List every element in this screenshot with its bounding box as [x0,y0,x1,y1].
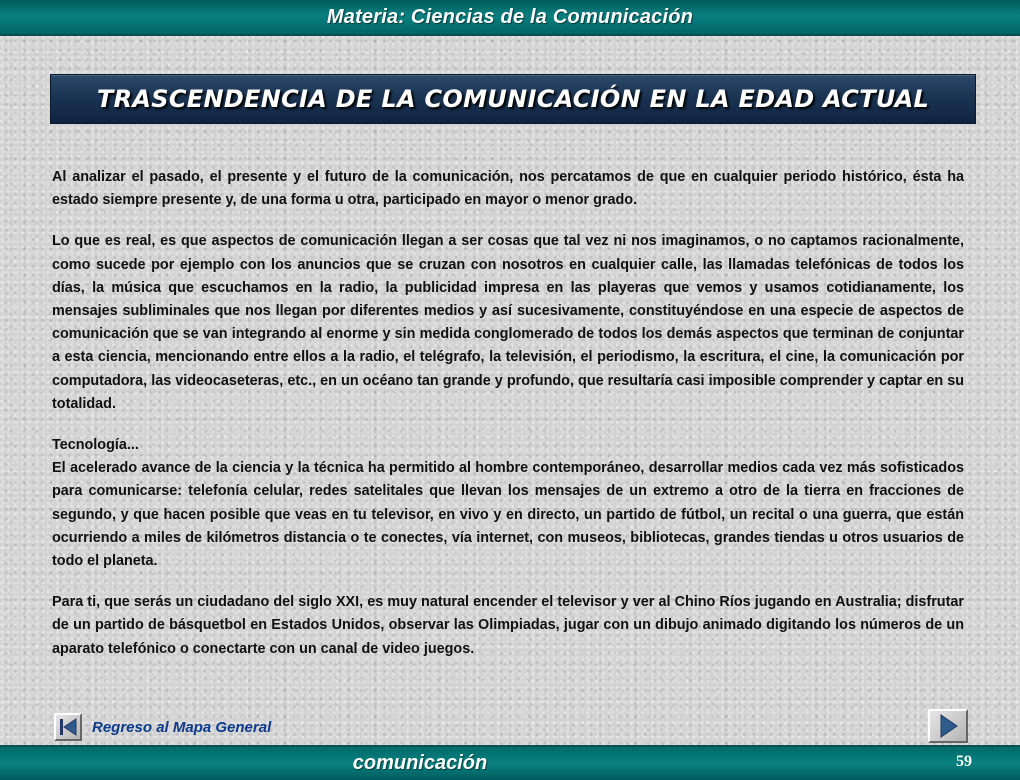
technology-subheading: Tecnología... [52,437,139,454]
footer-bar [0,745,1020,780]
page-title: TRASCENDENCIA DE LA COMUNICACIÓN EN LA EDAD ACTUAL [96,85,930,113]
subject-title: Materia: Ciencias de la Comunicación [326,6,694,28]
page-number: 59 [956,753,972,770]
title-banner [50,74,976,124]
paragraph-aspects: Lo que es real, es que aspectos de comunicación llegan a ser cosas que tal vez ni nos imaginamos, o no captamos racionalmente, como sucede por ejemplo con los anuncios que se cruzan con nosotros en cualquier calle, las llamadas telefónicas de todos los días, la música que escuchamos en la radio, la publicidad impresa en las playeras que vemos y usamos cotidianamente, los mensajes subliminales que nos llegan por diferentes medios y así sucesivamente, constituyéndose en una especie de aspectos de comunicación que se van integrando al enorme y sin medida conglomerado de todos los demás aspectos que terminan de conjuntar a esta ciencia, mencionando entre ellos a la radio, el telégrafo, la televisión, el periodismo, la escritura, el cine, la comunicación por computadora, las videocaseteras, etc., en un océano tan grande y profundo, que resultaría casi imposible comprender y captar en su totalidad. [52,233,964,412]
main-content [52,166,964,679]
back-to-start-button[interactable] [54,713,82,741]
paragraph-technology: El acelerado avance de la ciencia y la técnica ha permitido al hombre contemporáneo, desarrollar medios cada vez más sofisticados para comunicarse: telefonía celular, redes satelitales que llevan los mensajes de un extremo a otro de la tierra en fracciones de segundo, y que hacen posible que veas en tu televisor, en vivo y en directo, un partido de fútbol, un recital o una guerra, que están ocurriendo a miles de kilómetros distancia o te conectes, vía internet, con museos, bibliotecas, grandes tiendas u otros usuarios de todo el planeta. [52,460,964,570]
paragraph-intro: Al analizar el pasado, el presente y el futuro de la comunicación, nos percatamos de que en cualquier periodo histórico, ésta ha estado siempre presente y, de una forma u otra, participado en mayor o menor grado. [52,169,964,209]
skip-back-icon [56,715,80,739]
return-to-map-link[interactable]: Regreso al Mapa General [92,719,272,736]
paragraph-21st-century: Para ti, que serás un ciudadano del siglo XXI, es muy natural encender el televisor y ver al Chino Ríos jugando en Australia; disfrutar de un partido de básquetbol en Estados Unidos, observar las Olimpiadas, jugar con un dibujo animado digitando los números de un aparato telefónico o conectarte con un canal de video juegos. [52,594,964,657]
next-page-button[interactable] [928,709,968,743]
header-bar [0,0,1020,36]
play-next-icon [930,711,966,741]
footer-label: comunicación [352,752,488,774]
